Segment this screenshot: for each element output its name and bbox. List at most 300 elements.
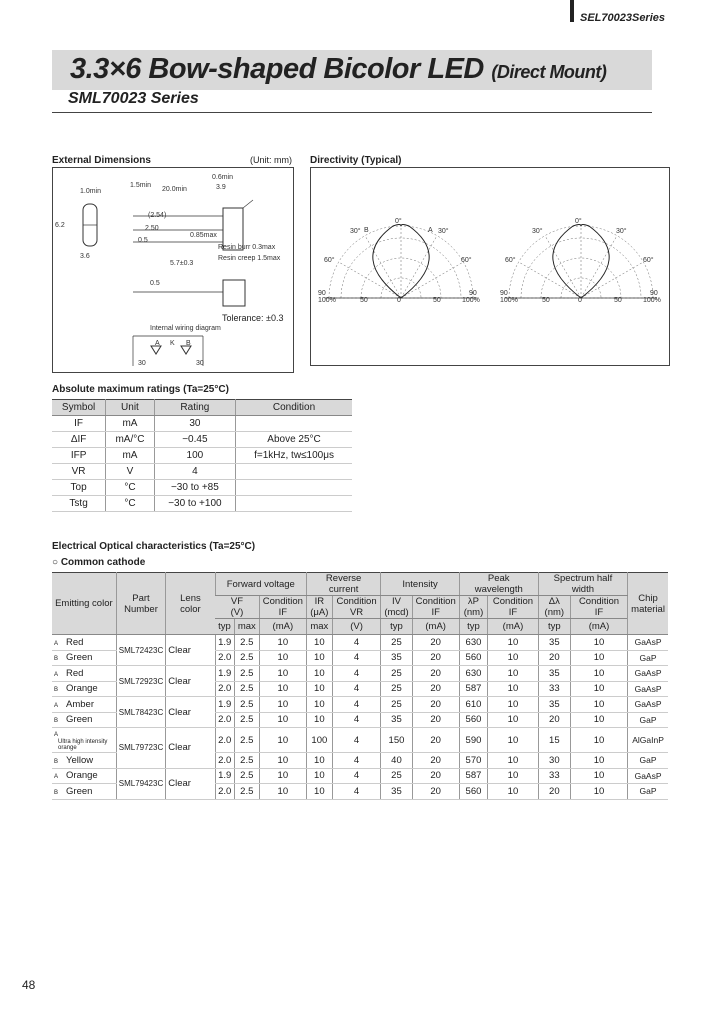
pin-label: A bbox=[54, 774, 59, 781]
table-cell: 2.5 bbox=[234, 650, 259, 666]
table-cell: 10 bbox=[259, 681, 306, 697]
col-emitting-color: Emitting color bbox=[52, 573, 116, 635]
table-cell: 40 bbox=[381, 753, 412, 769]
col-part-number bbox=[116, 573, 165, 635]
hdr-text: Condition bbox=[492, 596, 534, 607]
col-spectrum-half-width: Spectrum half width bbox=[538, 573, 627, 596]
table-cell: 10 bbox=[306, 712, 332, 728]
table-cell: 2.0 bbox=[215, 784, 234, 800]
table-cell: 20 bbox=[538, 650, 570, 666]
dim-label: Internal wiring diagram bbox=[150, 325, 221, 332]
dim-label: A bbox=[155, 340, 160, 347]
col-chip-material bbox=[628, 573, 668, 635]
table-cell: 30 bbox=[154, 416, 235, 432]
dim-label: Resin creep 1.5max bbox=[218, 255, 281, 262]
emitting-color-cell bbox=[52, 728, 116, 753]
table-cell: 630 bbox=[459, 635, 487, 651]
color-label: Orange bbox=[66, 683, 98, 695]
table-cell: 2.5 bbox=[234, 666, 259, 682]
table-cell: mA bbox=[106, 448, 155, 464]
table-cell: 33 bbox=[538, 768, 570, 784]
table-row bbox=[52, 496, 352, 512]
table-cell: 570 bbox=[459, 753, 487, 769]
table-cell: −0.45 bbox=[154, 432, 235, 448]
emitting-color-cell bbox=[52, 753, 116, 769]
polar-scale-label: 100% bbox=[643, 297, 661, 304]
table-cell: 4 bbox=[332, 712, 381, 728]
table-cell: 2.0 bbox=[215, 650, 234, 666]
hdr-text: λP bbox=[467, 596, 480, 607]
hdr-unit: typ bbox=[538, 619, 570, 635]
table-cell: 35 bbox=[381, 712, 412, 728]
emitting-color-cell bbox=[52, 768, 116, 784]
table-cell: 560 bbox=[459, 712, 487, 728]
table-cell: GaP bbox=[628, 784, 668, 800]
table-cell: 610 bbox=[459, 697, 487, 713]
col-reverse-current: Reverse current bbox=[306, 573, 380, 596]
dim-label: 2.50 bbox=[145, 225, 159, 232]
col-condition: Condition bbox=[236, 400, 352, 416]
polar-angle-label: 90 bbox=[650, 290, 658, 297]
table-cell: 20 bbox=[538, 712, 570, 728]
table-cell: °C bbox=[106, 480, 155, 496]
pin-label: A bbox=[54, 640, 59, 647]
common-cathode-heading bbox=[52, 557, 145, 568]
table-cell bbox=[236, 464, 352, 480]
table-cell: 10 bbox=[488, 768, 539, 784]
table-cell: 10 bbox=[488, 784, 539, 800]
table-cell: 10 bbox=[259, 650, 306, 666]
table-row bbox=[52, 416, 352, 432]
lens-color-cell: Clear bbox=[166, 768, 215, 799]
table-cell: 630 bbox=[459, 666, 487, 682]
table-cell: 100 bbox=[154, 448, 235, 464]
table-cell: 20 bbox=[412, 753, 459, 769]
hdr-text: Condition bbox=[578, 596, 620, 607]
polar-scale-label: 50 bbox=[542, 297, 550, 304]
eo-heading: Electrical Optical characteristics (Ta=25°C) bbox=[52, 541, 256, 552]
hdr-text: IF bbox=[594, 607, 604, 618]
chip-label-2: material bbox=[631, 603, 665, 615]
table-cell: 20 bbox=[412, 784, 459, 800]
pin-label: B bbox=[54, 656, 59, 663]
table-cell: 2.5 bbox=[234, 728, 259, 753]
table-cell: 4 bbox=[332, 728, 381, 753]
table-cell: 4 bbox=[332, 768, 381, 784]
common-cathode-label: Common cathode bbox=[60, 557, 146, 568]
table-cell: Top bbox=[52, 480, 106, 496]
table-cell: 10 bbox=[259, 768, 306, 784]
table-cell: 20 bbox=[412, 728, 459, 753]
hdr-text: IF bbox=[278, 607, 288, 618]
directivity-panel bbox=[310, 167, 670, 366]
dim-label: B bbox=[186, 340, 191, 347]
hdr-unit: typ bbox=[215, 619, 234, 635]
hdr-text: Condition bbox=[336, 596, 377, 607]
emitting-color-cell bbox=[52, 697, 116, 713]
table-cell: GaAsP bbox=[628, 768, 668, 784]
polar-grid-spoke bbox=[401, 236, 437, 298]
dim-label: 0.5 bbox=[138, 237, 148, 244]
table-cell: f=1kHz, tw≤100μs bbox=[236, 448, 352, 464]
table-cell: 2.0 bbox=[215, 753, 234, 769]
table-cell: 4 bbox=[332, 635, 381, 651]
polar-angle-label: 30° bbox=[350, 228, 361, 235]
hdr-cond bbox=[570, 596, 627, 619]
table-cell: 2.5 bbox=[234, 753, 259, 769]
dim-label: 5.7±0.3 bbox=[170, 260, 194, 267]
series-name: SML70023 Series bbox=[68, 90, 199, 107]
table-cell: 2.0 bbox=[215, 728, 234, 753]
col-forward-voltage: Forward voltage bbox=[215, 573, 306, 596]
lens-color-cell: Clear bbox=[166, 635, 215, 666]
hdr-unit: (mA) bbox=[259, 619, 306, 635]
table-cell: 2.0 bbox=[215, 681, 234, 697]
table-cell: 1.9 bbox=[215, 697, 234, 713]
col-peak-wavelength: Peak wavelength bbox=[459, 573, 538, 596]
dim-label: 1.5min bbox=[130, 182, 152, 189]
abs-max-heading: Absolute maximum ratings (Ta=25°C) bbox=[52, 384, 229, 395]
table-cell: GaP bbox=[628, 712, 668, 728]
table-row bbox=[52, 768, 668, 784]
table-cell: 100 bbox=[306, 728, 332, 753]
color-label: Green bbox=[66, 652, 93, 664]
table-cell: 10 bbox=[570, 768, 627, 784]
hdr-text: (μA) bbox=[310, 607, 329, 618]
table-cell: 10 bbox=[488, 753, 539, 769]
table-cell: 10 bbox=[306, 753, 332, 769]
hdr-cond bbox=[259, 596, 306, 619]
table-cell: 10 bbox=[306, 697, 332, 713]
table-cell: 560 bbox=[459, 650, 487, 666]
polar-grid-spoke bbox=[545, 236, 581, 298]
polar-angle-label: 60° bbox=[324, 257, 335, 264]
table-cell: 2.5 bbox=[234, 697, 259, 713]
table-cell: 20 bbox=[412, 697, 459, 713]
pin-label: A bbox=[54, 702, 59, 709]
hdr-unit: max bbox=[306, 619, 332, 635]
table-cell: 2.5 bbox=[234, 681, 259, 697]
table-cell: 25 bbox=[381, 666, 412, 682]
table-cell: 4 bbox=[332, 784, 381, 800]
table-cell: °C bbox=[106, 496, 155, 512]
polar-angle-label: 0° bbox=[395, 218, 402, 225]
directivity-curve bbox=[581, 225, 609, 299]
color-label: Yellow bbox=[66, 754, 94, 766]
table-cell: 10 bbox=[570, 753, 627, 769]
dim-label: K bbox=[170, 340, 175, 347]
table-cell: −30 to +100 bbox=[154, 496, 235, 512]
emitting-color-cell bbox=[52, 681, 116, 697]
table-cell: 35 bbox=[538, 666, 570, 682]
color-label: Green bbox=[66, 785, 93, 797]
table-cell: 30 bbox=[538, 753, 570, 769]
table-cell: 10 bbox=[259, 784, 306, 800]
table-cell: Tstg bbox=[52, 496, 106, 512]
table-cell: GaAsP bbox=[628, 697, 668, 713]
table-cell: 10 bbox=[259, 697, 306, 713]
table-cell: 20 bbox=[412, 712, 459, 728]
emitting-color-cell bbox=[52, 712, 116, 728]
table-cell: GaP bbox=[628, 650, 668, 666]
table-cell: 20 bbox=[412, 635, 459, 651]
table-cell bbox=[236, 496, 352, 512]
tolerance-note: Tolerance: ±0.3 bbox=[222, 313, 284, 323]
title-sub: (Direct Mount) bbox=[491, 62, 607, 82]
table-cell: GaAsP bbox=[628, 635, 668, 651]
part-number-cell: SML72423C bbox=[116, 635, 165, 666]
color-label: Green bbox=[66, 714, 93, 726]
table-cell: 10 bbox=[488, 681, 539, 697]
hdr-cond bbox=[412, 596, 459, 619]
table-cell: 10 bbox=[259, 728, 306, 753]
directivity-heading: Directivity (Typical) bbox=[310, 155, 402, 166]
table-cell: 20 bbox=[412, 666, 459, 682]
polar-grid-spoke bbox=[365, 236, 401, 298]
hdr-unit: (mA) bbox=[412, 619, 459, 635]
polar-angle-label: 0° bbox=[575, 218, 582, 225]
table-cell: 10 bbox=[570, 650, 627, 666]
polar-angle-label: 60° bbox=[505, 257, 516, 264]
table-cell: AlGaInP bbox=[628, 728, 668, 753]
polar-angle-label: 30° bbox=[438, 228, 449, 235]
dim-label: 30 bbox=[138, 360, 146, 367]
table-cell: IF bbox=[52, 416, 106, 432]
hdr-text: (V) bbox=[230, 607, 244, 618]
table-cell: 10 bbox=[306, 681, 332, 697]
pin-label: A bbox=[54, 671, 59, 678]
hdr-text: Condition bbox=[415, 596, 456, 607]
hdr-text: IF bbox=[431, 607, 440, 618]
polar-angle-label: 60° bbox=[461, 257, 472, 264]
hdr-unit: (mA) bbox=[488, 619, 539, 635]
external-dimensions-heading: External Dimensions bbox=[52, 155, 151, 166]
part-number-cell: SML79423C bbox=[116, 768, 165, 799]
table-cell: 10 bbox=[259, 753, 306, 769]
table-row bbox=[52, 728, 668, 753]
part-label-2: Number bbox=[124, 603, 158, 615]
polar-scale-label: 100% bbox=[462, 297, 480, 304]
polar-scale-label: 0 bbox=[397, 297, 401, 304]
emitting-color-cell bbox=[52, 666, 116, 682]
table-cell: 20 bbox=[538, 784, 570, 800]
table-cell: 10 bbox=[306, 768, 332, 784]
series-label-b: B bbox=[364, 227, 369, 234]
table-cell: 1.9 bbox=[215, 635, 234, 651]
polar-grid-spoke bbox=[581, 262, 643, 298]
table-cell: VR bbox=[52, 464, 106, 480]
title-divider bbox=[52, 112, 652, 113]
table-cell bbox=[236, 480, 352, 496]
lens-color-cell: Clear bbox=[166, 728, 215, 769]
table-cell: 35 bbox=[538, 697, 570, 713]
table-cell: 2.0 bbox=[215, 712, 234, 728]
table-cell: 25 bbox=[381, 681, 412, 697]
table-row bbox=[52, 432, 352, 448]
table-cell: 2.5 bbox=[234, 635, 259, 651]
hdr-unit: typ bbox=[381, 619, 412, 635]
directivity-charts bbox=[311, 168, 669, 365]
page-number: 48 bbox=[22, 978, 36, 992]
table-cell: 10 bbox=[570, 697, 627, 713]
page-title bbox=[70, 53, 606, 86]
col-symbol: Symbol bbox=[52, 400, 106, 416]
part-number-cell: SML78423C bbox=[116, 697, 165, 728]
table-cell: 2.5 bbox=[234, 784, 259, 800]
hdr-text: IR bbox=[314, 596, 325, 607]
table-cell: 35 bbox=[381, 650, 412, 666]
table-row bbox=[52, 697, 668, 713]
table-cell: 10 bbox=[259, 712, 306, 728]
polar-grid-spoke bbox=[339, 262, 401, 298]
table-cell: 10 bbox=[488, 728, 539, 753]
table-cell: 10 bbox=[306, 666, 332, 682]
polar-grid-spoke bbox=[581, 236, 617, 298]
table-cell: mA/°C bbox=[106, 432, 155, 448]
polar-scale-label: 50 bbox=[614, 297, 622, 304]
table-cell: 560 bbox=[459, 784, 487, 800]
table-cell bbox=[236, 416, 352, 432]
color-label: Red bbox=[66, 667, 84, 679]
table-cell: 4 bbox=[332, 650, 381, 666]
unit-note: (Unit: mm) bbox=[250, 155, 292, 165]
hdr-cond bbox=[488, 596, 539, 619]
hdr-lp bbox=[459, 596, 487, 619]
table-row bbox=[52, 666, 668, 682]
col-rating: Rating bbox=[154, 400, 235, 416]
table-cell: 10 bbox=[259, 666, 306, 682]
dim-label: 30 bbox=[196, 360, 204, 367]
table-cell: 587 bbox=[459, 768, 487, 784]
table-cell: 10 bbox=[488, 635, 539, 651]
hdr-cond bbox=[332, 596, 381, 619]
table-cell: 590 bbox=[459, 728, 487, 753]
part-label: Part bbox=[132, 592, 150, 604]
title-main: 3.3×6 Bow-shaped Bicolor LED bbox=[70, 53, 484, 85]
table-cell: 25 bbox=[381, 635, 412, 651]
table-cell: 10 bbox=[306, 650, 332, 666]
table-cell: 25 bbox=[381, 697, 412, 713]
table-cell: 35 bbox=[538, 635, 570, 651]
table-cell: IFP bbox=[52, 448, 106, 464]
hdr-unit: (V) bbox=[332, 619, 381, 635]
table-cell: 10 bbox=[570, 784, 627, 800]
hdr-text: IF bbox=[508, 607, 518, 618]
hdr-unit: typ bbox=[459, 619, 487, 635]
dim-label: 20.0min bbox=[162, 186, 187, 193]
pin-label: B bbox=[54, 718, 59, 725]
dim-label: (2.54) bbox=[148, 212, 167, 219]
dim-label: Resin burr 0.3max bbox=[218, 244, 276, 251]
hdr-ir bbox=[306, 596, 332, 619]
emitting-color-cell bbox=[52, 635, 116, 651]
table-cell: ΔIF bbox=[52, 432, 106, 448]
table-cell: 10 bbox=[488, 650, 539, 666]
table-cell: 33 bbox=[538, 681, 570, 697]
polar-grid-spoke bbox=[401, 262, 463, 298]
table-cell: GaAsP bbox=[628, 681, 668, 697]
table-cell: 35 bbox=[381, 784, 412, 800]
table-cell: GaP bbox=[628, 753, 668, 769]
table-row bbox=[52, 480, 352, 496]
hdr-vf bbox=[215, 596, 259, 619]
table-cell: 4 bbox=[332, 753, 381, 769]
lens-color-cell: Clear bbox=[166, 697, 215, 728]
table-row bbox=[52, 448, 352, 464]
series-label-a: A bbox=[428, 227, 433, 234]
table-cell: 25 bbox=[381, 768, 412, 784]
table-cell: Above 25°C bbox=[236, 432, 352, 448]
table-cell: 20 bbox=[412, 768, 459, 784]
hdr-text: Δλ bbox=[548, 596, 560, 607]
table-cell: mA bbox=[106, 416, 155, 432]
table-cell: GaAsP bbox=[628, 666, 668, 682]
pin-label: B bbox=[54, 789, 59, 796]
directivity-curve bbox=[373, 225, 401, 299]
part-number-cell: SML79723C bbox=[116, 728, 165, 769]
polar-angle-label: 30° bbox=[532, 228, 543, 235]
chip-label: Chip bbox=[638, 592, 658, 604]
table-cell: 20 bbox=[412, 650, 459, 666]
dim-label: 0.6min bbox=[212, 174, 234, 181]
polar-angle-label: 90 bbox=[500, 290, 508, 297]
directivity-curve bbox=[553, 225, 581, 299]
table-cell: 10 bbox=[306, 784, 332, 800]
table-cell: 10 bbox=[259, 635, 306, 651]
hdr-text: (nm) bbox=[463, 607, 484, 618]
hdr-unit: (mA) bbox=[570, 619, 627, 635]
col-lens-color: Lens color bbox=[166, 573, 215, 635]
pin-label: B bbox=[54, 758, 59, 765]
polar-angle-label: 30° bbox=[616, 228, 627, 235]
table-cell: 587 bbox=[459, 681, 487, 697]
col-unit: Unit bbox=[106, 400, 155, 416]
hdr-unit: max bbox=[234, 619, 259, 635]
header-rule bbox=[570, 0, 574, 22]
abs-max-table bbox=[52, 399, 352, 512]
table-cell: V bbox=[106, 464, 155, 480]
polar-scale-label: 0 bbox=[578, 297, 582, 304]
polar-angle-label: 90 bbox=[318, 290, 326, 297]
part-number-cell: SML72923C bbox=[116, 666, 165, 697]
pin-label: B bbox=[54, 687, 59, 694]
emitting-color-cell bbox=[52, 650, 116, 666]
polar-grid-spoke bbox=[519, 262, 581, 298]
table-cell: 4 bbox=[332, 666, 381, 682]
dim-label: 3.9 bbox=[216, 184, 226, 191]
directivity-curve bbox=[401, 225, 429, 299]
table-cell: 10 bbox=[488, 712, 539, 728]
table-cell: 10 bbox=[570, 635, 627, 651]
hdr-text: VR bbox=[349, 607, 364, 618]
hdr-text: Condition bbox=[262, 596, 303, 607]
polar-scale-label: 50 bbox=[360, 297, 368, 304]
hdr-text: IV bbox=[391, 596, 401, 607]
polar-scale-label: 100% bbox=[500, 297, 518, 304]
color-label: Ultra high intensity orange bbox=[58, 739, 108, 751]
table-cell: 10 bbox=[570, 728, 627, 753]
table-cell: 15 bbox=[538, 728, 570, 753]
polar-angle-label: 60° bbox=[643, 257, 654, 264]
hdr-dl bbox=[538, 596, 570, 619]
eo-table bbox=[52, 572, 668, 800]
polar-scale-label: 50 bbox=[433, 297, 441, 304]
table-cell: 10 bbox=[570, 712, 627, 728]
dim-label: 1.0min bbox=[80, 188, 102, 195]
table-cell: 150 bbox=[381, 728, 412, 753]
table-cell: 4 bbox=[332, 697, 381, 713]
color-label: Orange bbox=[66, 770, 98, 782]
